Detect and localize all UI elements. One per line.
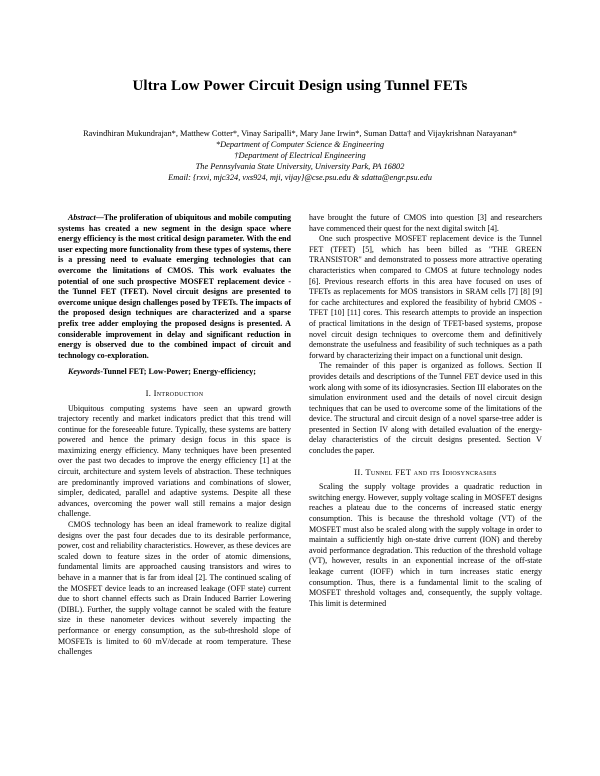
abstract-text: —The proliferation of ubiquitous and mobile computing systems has created a new segment in the design space where energy efficiency is the most critical design parameter. With the end user expecting more functionality from these types of systems, there is a pressing need to evaluate emerging technologies that can overcome the limitations of CMOS. This work evaluates the potential of one such prospective MOSFET replacement device - the Tunnel FET (TFET). Novel circuit designs are presented to overcome unique design challenges posed by TFETs. The impacts of the proposed design techniques are characterized and a sparse prefix tree adder employing the proposed designs is presented. A considerable improvement in delay and significant reduction in energy is observed due to the combined impact of circuit and technology co-exploration.	[58, 213, 291, 360]
intro-paragraph-3: have brought the future of CMOS into question [3] and researchers have commenced their quest for the next digital switch [4].	[309, 213, 542, 233]
intro-paragraph-4: One such prospective MOSFET replacement device is the Tunnel FET (TFET) [5], which has been billed as "THE GREEN TRANSISTOR" and demonstrated to possess more attractive operating characteristics when compared to CMOS at future technology nodes [6]. Previous research efforts in this area have focused on uses of TFETs as replacements for MOS transistors in SRAM cells [7] [8] [9] for cache architectures and explored the feasibility of hybrid CMOS - TFET [10] [11] cores. This research attempts to provide an inspection of practical limitations in the design of TFET-based systems, propose novel circuit design techniques to overcome them and definitively demonstrate the usefulness and feasibility of such techniques as a path forward by characterizing their impact on a functional unit design.	[309, 234, 542, 360]
keywords	[58, 367, 291, 378]
affiliation-cse: *Department of Computer Science & Engineering	[215, 140, 385, 149]
intro-paragraph-1: Ubiquitous computing systems have seen an upward growth trajectory recently and market indicators predict that this trend will continue for the foreseeable future. Typically, these systems are battery powered and hence the primary design focus in this space is maximizing energy efficiency. Many techniques have been presented over the past two decades to improve the energy efficiency [1] at the circuit, architecture and system levels of abstraction. These techniques are predominantly improved variations and combinations of slower, simpler, dedicated, parallel and adaptive systems. Despite all these advances, overcoming the power wall still remains a major design challenge.	[58, 403, 291, 519]
section-heading-tunnel-fet: II. Tunnel FET and its Idiosyncrasies	[354, 466, 497, 477]
author-emails: Email: {rxvi, mjc324, vxs924, mji, vijay}@cse.psu.edu & sdatta@engr.psu.edu	[168, 173, 432, 182]
section-heading-introduction: I. Introduction	[145, 387, 204, 398]
abstract	[58, 213, 291, 361]
left-column	[58, 213, 291, 658]
intro-paragraph-5: The remainder of this paper is organized as follows. Section II provides details and descriptions of the Tunnel FET device used in this work along with some of its idiosyncrasies. Section III elaborates on the simulation environment used and the details of novel circuit design techniques that can be used to overcome some of the limitations of the device. The structural and circuit design of a novel sparse-tree adder is presented in Section IV along with detailed evaluation of the energy-delay characteristics of the circuit designs presented. Section V concludes the paper.	[309, 361, 542, 456]
affiliation-university: The Pennsylvania State University, University Park, PA 16802	[195, 162, 405, 171]
keywords-label: Keywords	[68, 367, 101, 377]
affiliation-ee: †Department of Electrical Engineering	[234, 151, 366, 160]
keywords-text: -Tunnel FET; Low-Power; Energy-efficiency;	[100, 367, 256, 377]
intro-paragraph-2: CMOS technology has been an ideal framework to realize digital designs over the past four decades due to its desirable performance, power, cost and reliability characteristics. However, as these devices are scaled down to feature sizes in the order of atomic dimensions, fundamental limits are approached causing transistors and wires to behave in a manner that is far from ideal [2]. The continued scaling of the MOSFET device leads to an increased leakage (OFF state) current due to short channel effects such as Drain Induced Barrier Lowering (DIBL). Further, the supply voltage cannot be scaled with the feature size in these nanometer devices without severely impacting the performance or energy consumption, as the sub-threshold slope of MOSFETs is limited to 60 mV/decade at room temperature. These challenges	[58, 520, 291, 657]
tfet-paragraph-1: Scaling the supply voltage provides a quadratic reduction in switching energy. However, supply voltage scaling in MOSFET designs reaches a plateau due to the concerns of increased static energy consumption. This is because the threshold voltage (VT) of the MOSFET must also be scaled along with the supply voltage in order to maintain a sufficiently high on-state drive current (ION) and thereby avoid performance degradation. This reduction of the threshold voltage (VT), however, results in an exponential increase of the off-state leakage current (IOFF) which in turn increases static energy consumption. Thus, there is a fundamental limit to the scaling of MOSFET threshold voltages and, consequently, the supply voltage. This limit is determined	[309, 482, 542, 608]
author-block	[40, 128, 560, 183]
abstract-label: Abstract	[68, 213, 96, 222]
paper-title: Ultra Low Power Circuit Design using Tunnel FETs	[132, 78, 468, 94]
author-list: Ravindhiran Mukundrajan*, Matthew Cotter*, Vinay Saripalli*, Mary Jane Irwin*, Suman Datta† and Vijaykrishnan Narayanan*	[83, 129, 517, 138]
right-column	[309, 213, 542, 609]
